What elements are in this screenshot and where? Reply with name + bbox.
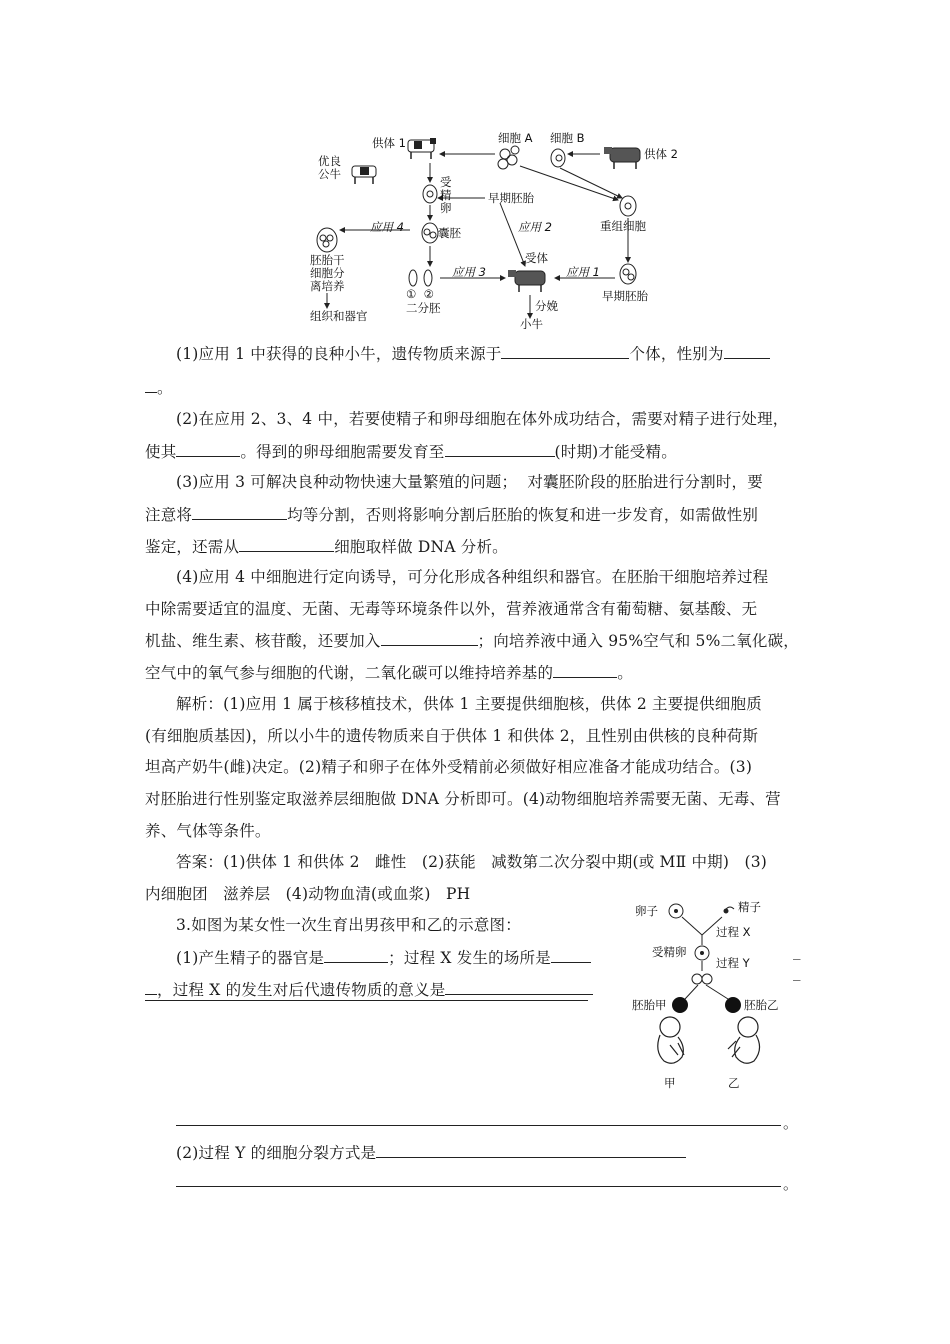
cell-a-label: 细胞 A xyxy=(498,131,533,145)
answer-blank[interactable] xyxy=(551,947,591,963)
answer-blank[interactable] xyxy=(724,343,770,359)
q1-line: 。 xyxy=(145,377,813,398)
calf-label: 小牛 xyxy=(520,317,543,331)
stem-cell-dish-icon xyxy=(317,228,337,252)
q4-line: 空气中的氧气参与细胞的代谢，二氧化碳可以维持培养基的 。 xyxy=(145,664,633,682)
analysis-line: 对胚胎进行性别鉴定取滋养层细胞做 DNA 分析即可。(4)动物细胞培养需要无菌、无毒、营 xyxy=(145,790,781,808)
blastocyst-label: 囊胚 xyxy=(438,226,461,240)
q3-1-line: (1)产生精子的器官是 ；过程 X 发生的场所是 xyxy=(176,947,616,968)
analysis-line: 解析：(1)应用 1 属于核移植技术，供体 1 主要提供细胞核，供体 2 主要提供细胞质 xyxy=(176,695,762,713)
q3-line: (3)应用 3 可解决良种动物快速大量繁殖的问题； 对囊胚阶段的胚胎进行分割时，要 xyxy=(176,473,763,491)
donor2-label: 供体 2 xyxy=(644,147,678,161)
recipient-label: 受体 xyxy=(525,251,548,265)
answer-blank[interactable] xyxy=(376,1142,686,1158)
embryo-engineering-diagram xyxy=(310,128,680,333)
embryo-jia-icon xyxy=(672,997,688,1013)
diagram1-arrows xyxy=(327,154,628,318)
q2-line: (2)在应用 2、3、4 中，若要使精子和卵母细胞在体外成功结合，需要对精子进行处理， xyxy=(176,410,789,428)
q4-line: 中除需要适宜的温度、无菌、无毒等环境条件以外，营养液通常含有葡萄糖、氨基酸、无 xyxy=(145,600,758,618)
embryo-jia-label: 胚胎甲 xyxy=(632,998,667,1012)
early-embryo-icon xyxy=(422,223,438,243)
period-mark: 。 xyxy=(783,1175,799,1193)
sperm-label: 精子 xyxy=(738,900,761,914)
answer-blank[interactable] xyxy=(239,536,334,552)
embryo-yi-label: 胚胎乙 xyxy=(744,998,779,1012)
fetus-icon xyxy=(658,1017,760,1063)
answer-blank[interactable] xyxy=(145,979,157,995)
answer-blank[interactable] xyxy=(381,630,478,646)
early-embryo-right-icon xyxy=(620,264,636,284)
q3-1-dash: _ xyxy=(793,942,801,960)
bull-icon xyxy=(352,166,376,184)
q3-title: 3.如图为某女性一次生育出男孩甲和乙的示意图： xyxy=(176,916,521,934)
app3-label: 应用 3 xyxy=(452,265,486,279)
process-x-label: 过程 X xyxy=(716,925,751,939)
sperm-icon xyxy=(726,907,734,909)
analysis-line: 养、气体等条件。 xyxy=(145,822,271,840)
q3-line: 注意将 均等分割，否则将影响分割后胚胎的恢复和进一步发育，如需做性别 xyxy=(145,506,759,524)
bull-label: 优良 公牛 xyxy=(318,154,341,181)
split-marks-label: ① ② xyxy=(406,287,434,301)
birth-label: 分娩 xyxy=(535,299,558,313)
process-y-label: 过程 Y xyxy=(716,956,750,970)
cell-a-icon xyxy=(498,146,519,169)
stemcell-label: 胚胎干 细胞分 离培养 xyxy=(310,253,345,293)
early-embryo-top-label: 早期胚胎 xyxy=(488,191,534,205)
answer-blank[interactable] xyxy=(553,662,617,678)
recipient-cow-icon xyxy=(508,270,545,292)
answer-line: 答案：(1)供体 1 和供体 2 雌性 (2)获能 减数第二次分裂中期(或 MⅡ 中期) (3) xyxy=(176,853,768,871)
embryo-yi-icon xyxy=(725,997,741,1013)
recombined-cell-icon xyxy=(620,196,636,216)
fertilized-label: 受 精 卵 xyxy=(440,175,452,215)
app1-label: 应用 1 xyxy=(566,265,600,279)
two-embryo-label: 二分胚 xyxy=(406,301,441,315)
answer-rule[interactable] xyxy=(145,1000,588,1001)
answer-rule[interactable] xyxy=(176,1186,781,1187)
answer-line: 内细胞团 滋养层 (4)动物血清(或血浆) PH xyxy=(145,885,471,903)
q3-2-line: (2)过程 Y 的细胞分裂方式是 xyxy=(176,1142,816,1163)
answer-blank[interactable] xyxy=(445,441,555,457)
egg-label: 卵子 xyxy=(635,904,658,918)
twins-diagram xyxy=(630,895,815,1095)
answer-rule[interactable] xyxy=(176,1125,781,1126)
answer-blank[interactable] xyxy=(192,504,287,520)
answer-blank[interactable] xyxy=(445,979,593,995)
app2-label: 应用 2 xyxy=(518,220,552,234)
donor1-label: 供体 1 xyxy=(372,136,406,150)
q3-line: 鉴定，还需从 细胞取样做 DNA 分析。 xyxy=(145,538,508,556)
q3-1-line: ，过程 X 的发生对后代遗传物质的意义是 xyxy=(145,979,625,1000)
analysis-line: 坦高产奶牛(雌)决定。(2)精子和卵子在体外受精前必须做好相应准备才能成功结合。(3) xyxy=(145,758,753,776)
early-embryo-bottom-label: 早期胚胎 xyxy=(602,289,648,303)
q3-1-dash: _ xyxy=(793,963,801,981)
zygote-icon xyxy=(423,185,437,203)
answer-blank[interactable] xyxy=(145,377,157,393)
q2-line: 使其 。得到的卵母细胞需要发育至 (时期)才能受精。 xyxy=(145,443,677,461)
app4-label: 应用 4 xyxy=(370,220,404,234)
q4-line: (4)应用 4 中细胞进行定向诱导，可分化形成各种组织和器官。在胚胎干细胞培养过程 xyxy=(176,568,769,586)
answer-blank[interactable] xyxy=(324,947,388,963)
q4-line: 机盐、维生素、核苷酸，还要加入 ；向培养液中通入 95%空气和 5%二氧化碳， xyxy=(145,632,800,650)
donor2-cow-icon xyxy=(604,147,640,169)
cell-b-icon xyxy=(551,149,565,167)
yi-label: 乙 xyxy=(728,1076,740,1090)
q1-line: (1)应用 1 中获得的良种小牛，遗传物质来源于 个体，性别为 xyxy=(176,343,816,364)
period-mark: 。 xyxy=(783,1114,799,1132)
analysis-line: (有细胞质基因)，所以小牛的遗传物质来自于供体 1 和供体 2，且性别由供核的良种荷斯 xyxy=(145,727,759,745)
split-embryo-icon xyxy=(409,270,432,286)
answer-blank[interactable] xyxy=(501,343,629,359)
answer-blank[interactable] xyxy=(176,441,240,457)
jia-label: 甲 xyxy=(664,1076,676,1090)
cell-b-label: 细胞 B xyxy=(550,131,585,145)
cow-icon xyxy=(408,138,436,159)
recombined-label: 重组细胞 xyxy=(600,219,646,233)
zygote-label: 受精卵 xyxy=(652,945,687,959)
tissue-label: 组织和器官 xyxy=(310,309,368,323)
